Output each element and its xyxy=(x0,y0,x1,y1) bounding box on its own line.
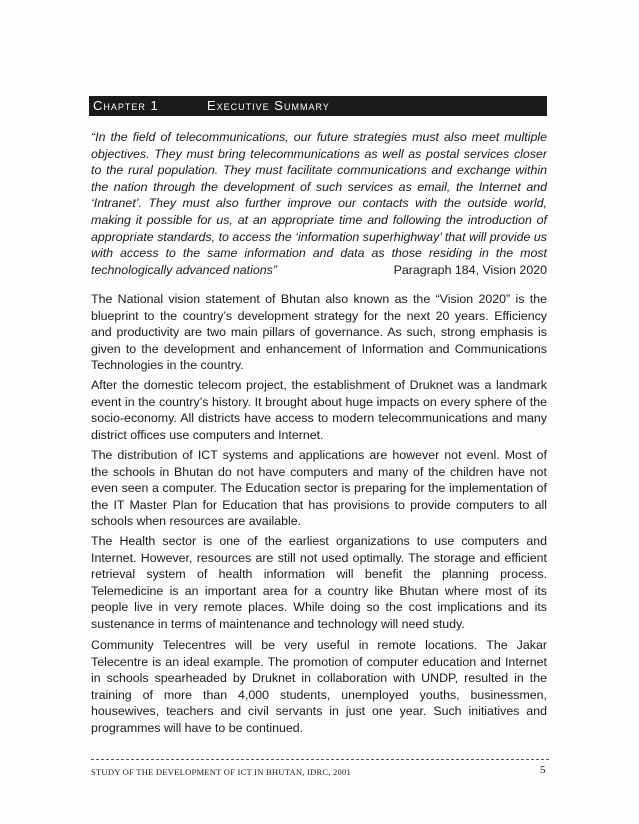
paragraph-health: The Health sector is one of the earliest organizations to use computers and Internet. However, resources are still not used optimally. The storage and efficient retrieval system of health information will benefit the planning process. Telemedicine is an important area for a country like Bhutan where most of its people live in very remote places. While doing so the cost implications and its sustenance in terms of maintenance and technology will need study. xyxy=(91,534,547,631)
footer-divider xyxy=(91,759,549,760)
chapter-label: Chapter 1 xyxy=(93,98,159,113)
page-number: 5 xyxy=(540,764,546,776)
paragraph-telecentres: Community Telecentres will be very useful in remote locations. The Jakar Telecentre is an ideal example. The promotion of computer education and Internet in schools spearheaded by Druknet in collaboration with UNDP, resulted in the training of more than 4,000 students, unemployed youths, businessmen, housewives, teachers and civil servants in just one year. Such initiatives and programmes will have to be continued. xyxy=(91,638,547,735)
footer-running-title: STUDY OF THE DEVELOPMENT OF ICT IN BHUTAN, IDRC, 2001 xyxy=(91,767,352,777)
paragraph-druknet: After the domestic telecom project, the establishment of Druknet was a landmark event in the country’s history. It brought about huge impacts on every sphere of the socio-economy. All districts have access to modern telecommunications and many district offices use computers and Internet. xyxy=(91,378,547,442)
paragraph-education: The distribution of ICT systems and applications are however not evenl. Most of the schools in Bhutan do not have computers and many of the children have not even seen a computer. The Education sector is preparing for the implementation of the IT Master Plan for Education that has provisions to provide computers to all schools when resources are available. xyxy=(91,448,547,529)
quote-citation: Paragraph 184, Vision 2020 xyxy=(393,263,547,277)
chapter-title: Executive Summary xyxy=(207,98,330,113)
epigraph-quote: “In the field of telecommunications, our future strategies must also meet multiple objectives. They must bring telecommunications as well as postal services closer to the rural population. They must facilitate communications and exchange within the nation through the development of such services as email, the Internet and ‘Intranet’. They must also further improve our contacts with the outside world, making it possible for us, at an appropriate time and following the introduction of appropriate standards, to access the ‘information superhighway’ that will provide us with access to the same information and data as those residing in the most technologically advanced nations” xyxy=(91,130,547,277)
paragraph-vision-2020: The National vision statement of Bhutan also known as the “Vision 2020” is the blueprint to the country’s development strategy for the next 20 years. Efficiency and productivity are two main pillars of governance. As such, strong emphasis is given to the development and enhancement of Information and Communications Technologies in the country. xyxy=(91,292,547,373)
chapter-heading-bar xyxy=(89,96,547,116)
